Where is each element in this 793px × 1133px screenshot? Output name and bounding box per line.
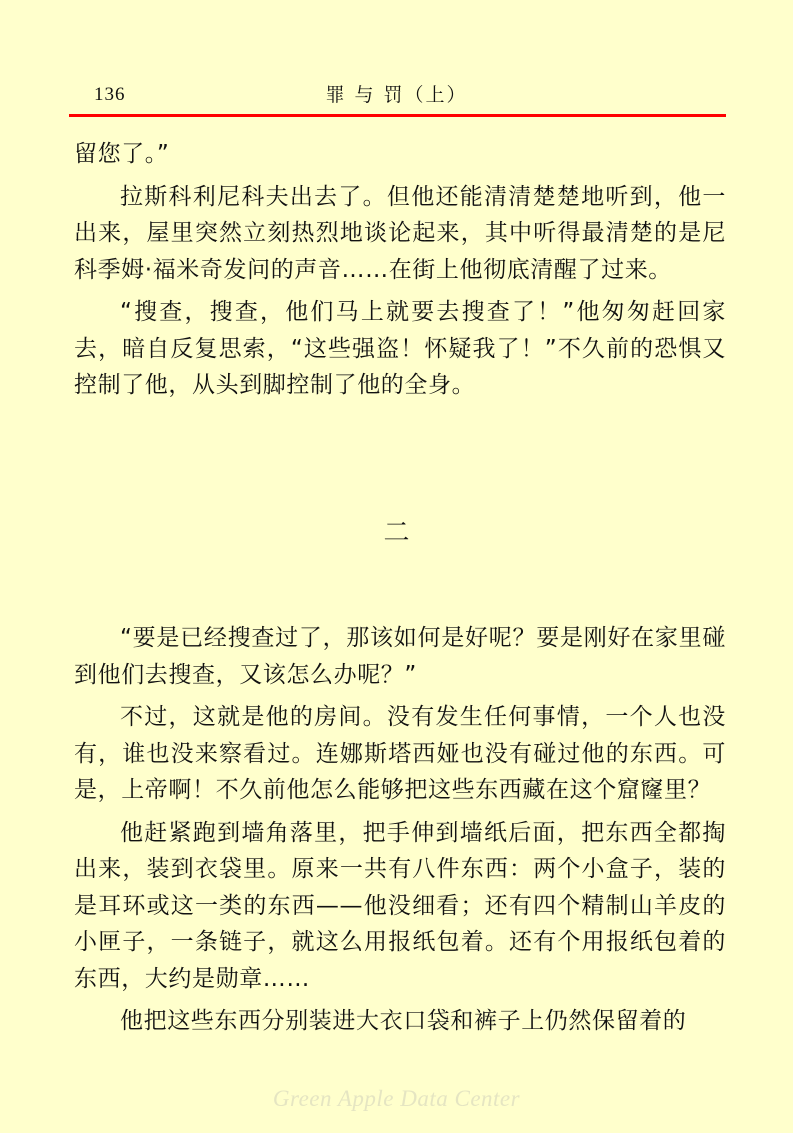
page-number: 136 — [94, 84, 126, 105]
paragraph: 他把这些东西分别装进大衣口袋和裤子上仍然保留着的 — [120, 1008, 687, 1034]
paragraph: 拉斯科利尼科夫出去了。但他还能清清楚楚地听到，他一出来，屋里突然立刻热烈地谈论起来，其中听得最清楚的是尼科季姆·福米奇发问的声音……在街上他彻底清醒了过来。 — [74, 183, 726, 283]
header-divider — [69, 114, 726, 117]
paragraph: 留您了。” — [74, 141, 170, 167]
body-text-top — [74, 136, 726, 410]
paragraph: 他赶紧跑到墙角落里，把手伸到墙纸后面，把东西全都掏出来，装到衣袋里。原来一共有八件东西：两个小盒子，装的是耳环或这一类的东西——他没细看；还有四个精制山羊皮的小匣子，一条链子，就这么用报纸包着。还有个用报纸包着的东西，大约是勋章…… — [74, 819, 726, 992]
running-title: 罪 与 罚（上） — [325, 84, 468, 106]
paragraph: 不过，这就是他的房间。没有发生任何事情，一个人也没有，谁也没来察看过。连娜斯塔西娅也没有碰过他的东西。可是，上帝啊！不久前他怎么能够把这些东西藏在这个窟窿里？ — [74, 704, 726, 803]
body-text-bottom — [74, 620, 726, 1046]
paragraph: “要是已经搜查过了，那该如何是好呢？要是刚好在家里碰到他们去搜查，又该怎么办呢？” — [74, 625, 726, 688]
paragraph: “搜查，搜查，他们马上就要去搜查了！”他匆匆赶回家去，暗自反复思索，“这些强盗！怀疑我了！”不久前的恐惧又控制了他，从头到脚控制了他的全身。 — [74, 299, 726, 398]
watermark: Green Apple Data Center — [272, 1086, 521, 1111]
section-number: 二 — [383, 518, 410, 548]
